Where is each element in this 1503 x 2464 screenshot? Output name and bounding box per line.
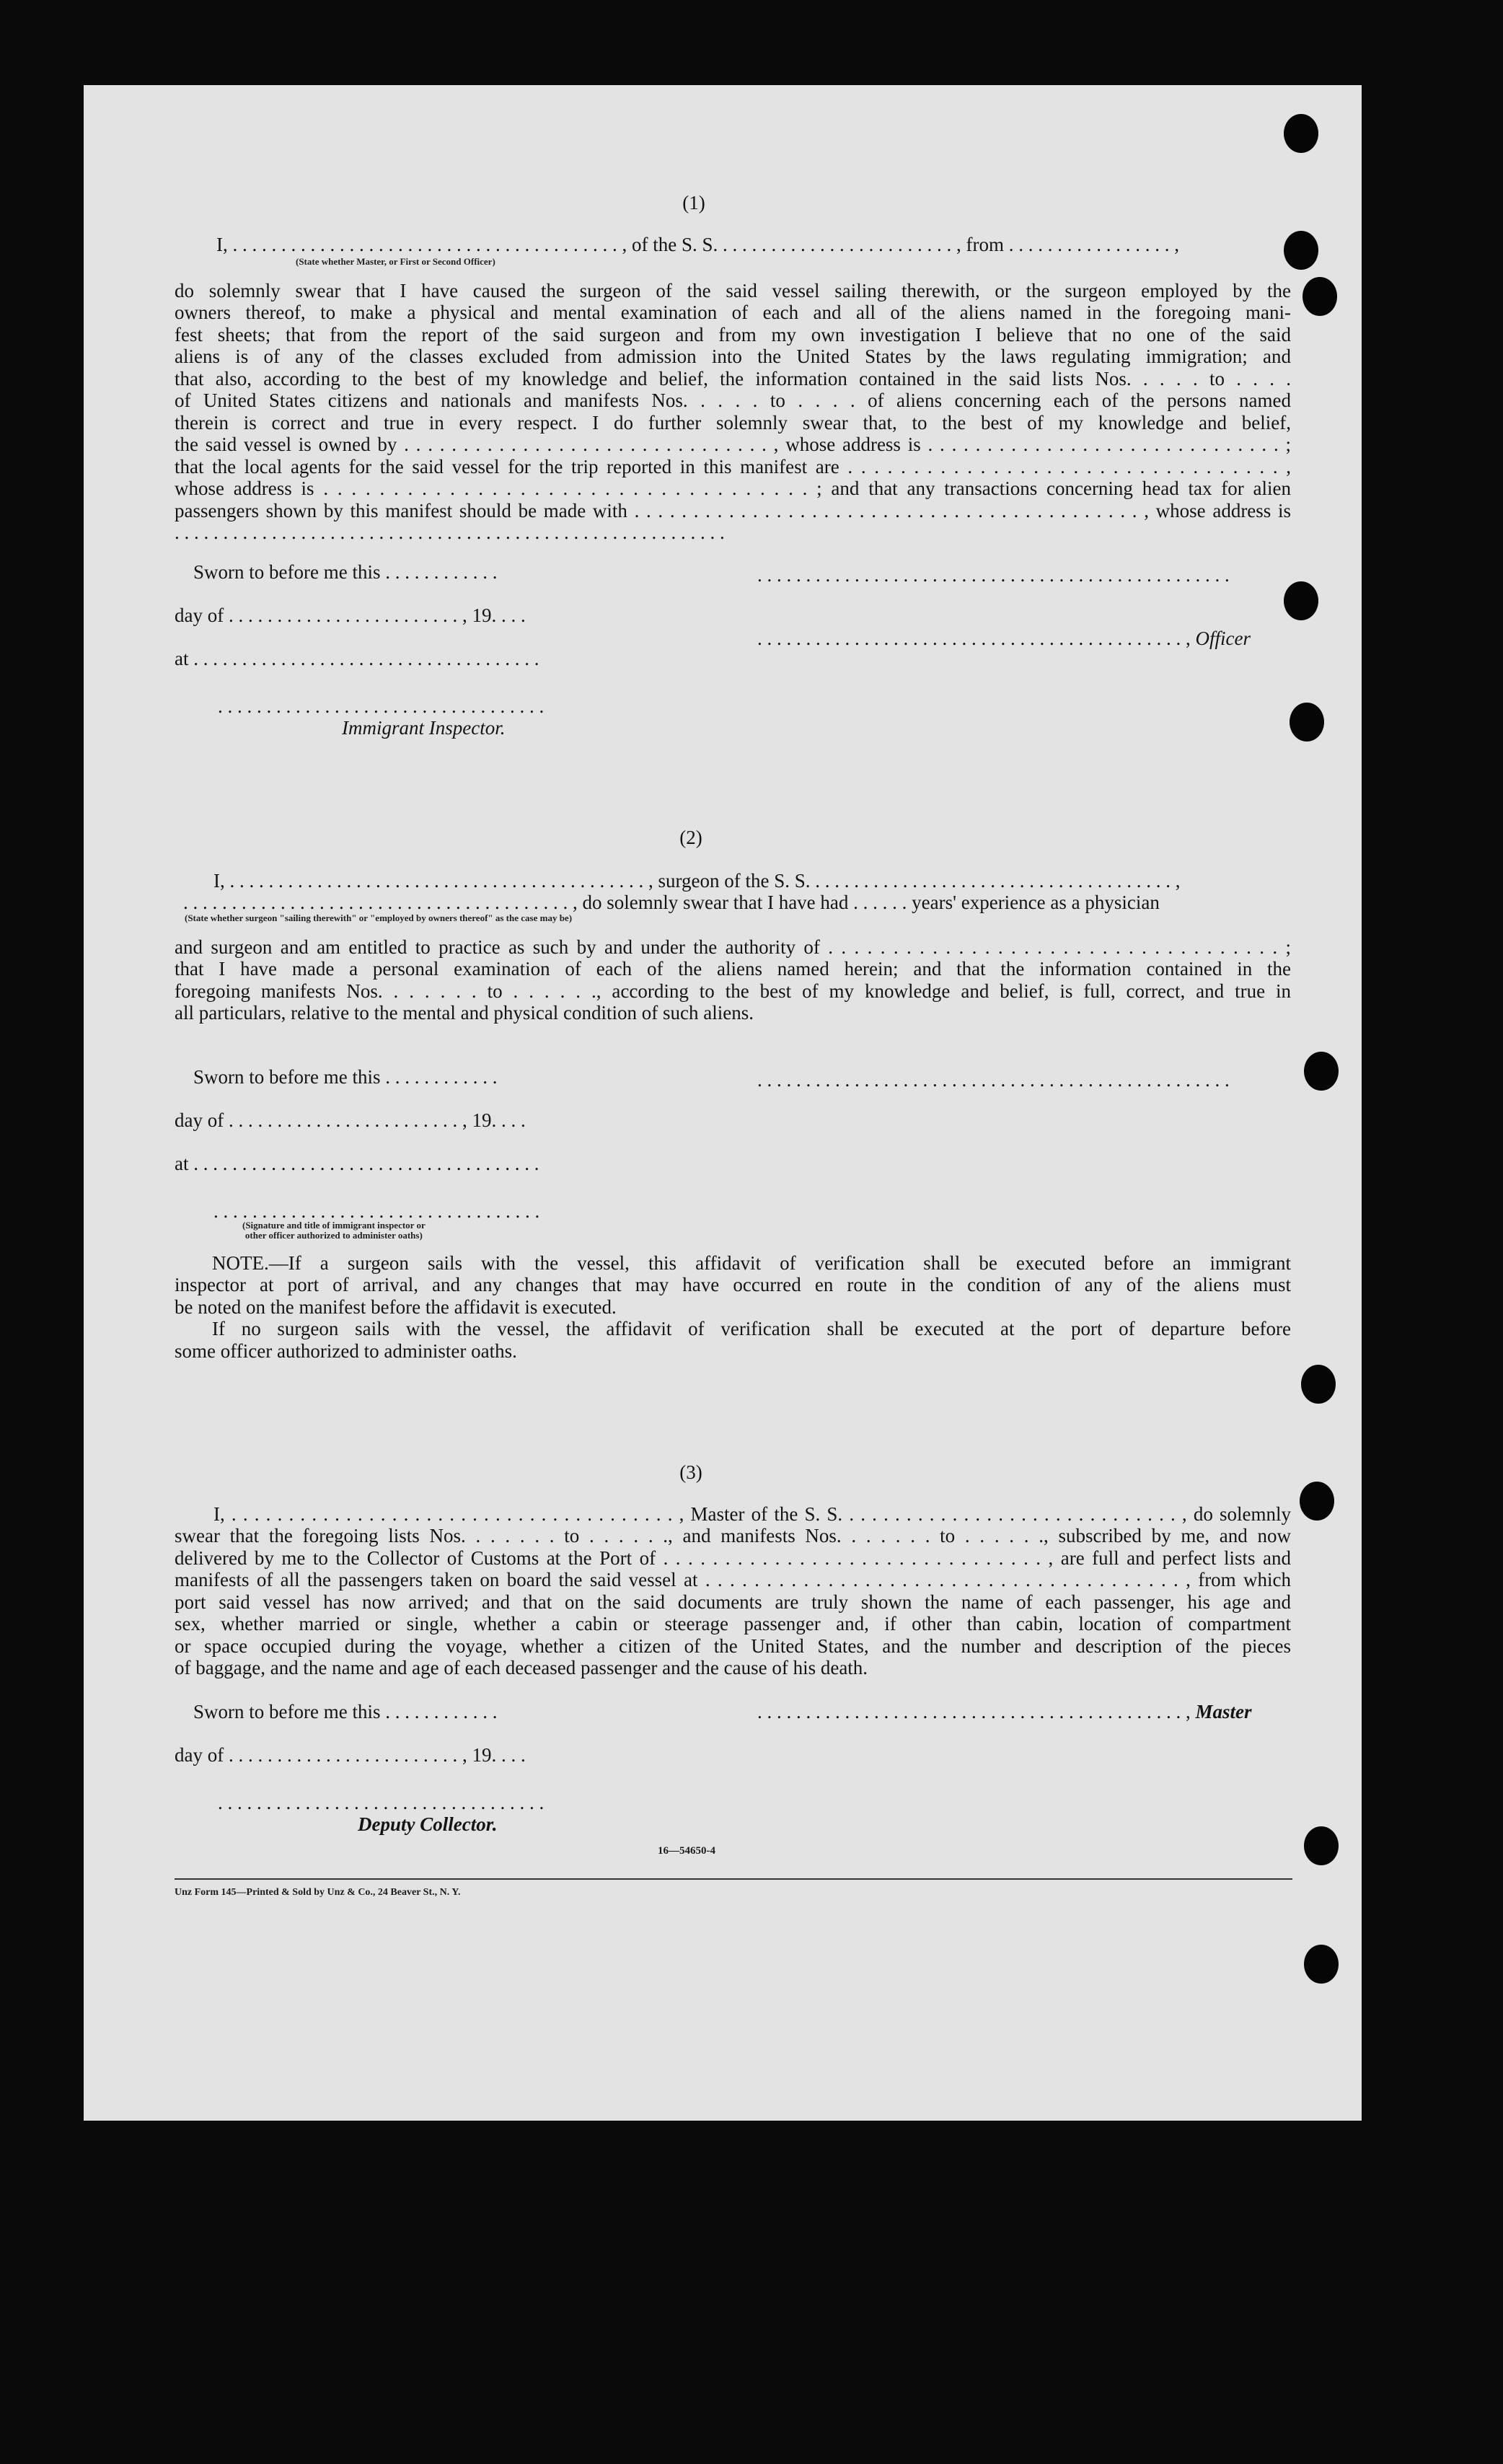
s3-collector-title: Deputy Collector. (358, 1813, 498, 1835)
s1-body-line: that the local agents for the said vessel for the trip reported in this manifest are . . . . . . . . . . . . . . . . . . . . . . . . . . . . . . . . . , (175, 456, 1291, 478)
punch-hole (1304, 1052, 1339, 1091)
s1-body-line: passengers shown by this manifest should be made with . . . . . . . . . . . . . . . . . . . . . . . . . . . . . . . . . . . . . . . . . . . , whose address is (175, 500, 1291, 522)
section-2-experience-line: . . . . . . . . . . . . . . . . . . . . . . . . . . . . . . . . . . . . . . . . , do solemnly swear that I have had . . . . . . years' experience as a physician (183, 892, 1160, 913)
punch-hole (1284, 581, 1318, 620)
s2-note-line: If no surgeon sails with the vessel, the affidavit of verification shall be executed at the port of departure before (212, 1318, 1291, 1339)
punch-hole (1284, 114, 1318, 153)
s1-officer-title: Officer (1195, 628, 1251, 649)
punch-hole (1290, 703, 1324, 742)
s2-signature-line: . . . . . . . . . . . . . . . . . . . . . . . . . . . . . . . . . . . . . . . . . . . . . . . . . (757, 1069, 1230, 1091)
s2-body-line: that I have made a personal examination of each of the aliens named herein; and that the information contained in the (175, 958, 1291, 980)
s1-inspector-title: Immigrant Inspector. (342, 717, 506, 739)
s1-body-line: fest sheets; that from the report of the said surgeon and from my own investigation I believe that no one of the said (175, 324, 1291, 346)
s3-body-line: sex, whether married or single, whether a cabin or steerage passenger and, if other than cabin, location of compartment (175, 1613, 1291, 1634)
s1-body-line: aliens is of any of the classes excluded from admission into the United States by the laws regulating immigration; and (175, 346, 1291, 367)
s1-body-line: do solemnly swear that I have caused the surgeon of the said vessel sailing therewith, or the surgeon employed by the (175, 280, 1291, 302)
section-1-caption: (State whether Master, or First or Second Officer) (296, 256, 495, 267)
punch-hole (1304, 1945, 1339, 1984)
form-page (84, 85, 1362, 2121)
s3-body-line: or space occupied during the voyage, whether a citizen of the United States, and the number and description of the pieces (175, 1635, 1291, 1657)
s1-body-line: of United States citizens and nationals and manifests Nos. . . . . to . . . . of aliens concerning each of the persons named (175, 390, 1291, 411)
s1-at-line: at . . . . . . . . . . . . . . . . . . . . . . . . . . . . . . . . . . . . (175, 648, 539, 669)
s2-body-line: and surgeon and am entitled to practice as such by and under the authority of . . . . . . . . . . . . . . . . . . . . . . . . . . . . . . . . . . . ; (175, 936, 1291, 958)
s1-sworn-line: Sworn to before me this . . . . . . . . . . . . (193, 561, 498, 583)
s1-officer-dots: . . . . . . . . . . . . . . . . . . . . . . . . . . . . . . . . . . . . . . . . . . . . , (757, 628, 1191, 649)
s3-master-title: Master (1195, 1701, 1252, 1722)
printer-imprint: Unz Form 145—Printed & Sold by Unz & Co., 24 Beaver St., N. Y. (175, 1887, 461, 1898)
section-1-number: (1) (682, 192, 705, 214)
s2-body-line: foregoing manifests Nos. . . . . . . to . . . . . ., according to the best of my knowledge and belief, is full, correct, and true in (175, 980, 1291, 1002)
section-3-number: (3) (679, 1461, 702, 1483)
form-number: 16—54650-4 (658, 1845, 715, 1857)
s3-day-line: day of . . . . . . . . . . . . . . . . . . . . . . . . , 19. . . . (175, 1744, 526, 1766)
s3-body-line: swear that the foregoing lists Nos. . . . . . . to . . . . . ., and manifests Nos. . . . . . . to . . . . . ., subscribed by me, and now (175, 1525, 1291, 1546)
s1-body-line: the said vessel is owned by . . . . . . . . . . . . . . . . . . . . . . . . . . . . . . . , whose address is . . . . . . . . . . . . . . . . . . . . . . . . . . . . . . ; (175, 434, 1291, 455)
punch-hole (1284, 231, 1318, 270)
s3-master-dots: . . . . . . . . . . . . . . . . . . . . . . . . . . . . . . . . . . . . . . . . . . . . , (757, 1701, 1191, 1722)
s2-note-line: be noted on the manifest before the affidavit is executed. (175, 1296, 617, 1318)
s2-note-line: inspector at port of arrival, and any changes that may have occurred en route in the condition of any of the aliens must (175, 1274, 1291, 1295)
s1-body-line: therein is correct and true in every respect. I do further solemnly swear that, to the best of my knowledge and belief, (175, 412, 1291, 434)
section-1-oath-line: I, . . . . . . . . . . . . . . . . . . . . . . . . . . . . . . . . . . . . . . . . , of the S. S. . . . . . . . . . . . . . . . . . . . . . . . . , from . . . . . . . . . . . . . . . . . , (216, 234, 1179, 255)
section-2-oath-line: I, . . . . . . . . . . . . . . . . . . . . . . . . . . . . . . . . . . . . . . . . . . . , surgeon of the S. S. . . . . . . . . . . . . . . . . . . . . . . . . . . . . . . . . . . . . . , (213, 870, 1181, 892)
section-2-number: (2) (679, 827, 702, 848)
s1-body-line: that also, according to the best of my knowledge and belief, the information contained in the said lists Nos. . . . . to . . . . (175, 368, 1291, 390)
punch-hole (1304, 1826, 1339, 1865)
section-2-caption: (State whether surgeon "sailing therewith" or "employed by owners thereof" as the case may be) (185, 912, 573, 923)
s3-body-line: delivered by me to the Collector of Customs at the Port of . . . . . . . . . . . . . . . . . . . . . . . . . . . . . . . , are full and perfect lists and (175, 1547, 1291, 1569)
s2-inspector-caption: (Signature and title of immigrant inspector or other officer authorized to administer oaths) (242, 1220, 426, 1241)
s3-body-line: manifests of all the passengers taken on board the said vessel at . . . . . . . . . . . . . . . . . . . . . . . . . . . . . . . . . . . . . . . , from which (175, 1569, 1291, 1590)
s2-sworn-line: Sworn to before me this . . . . . . . . . . . . (193, 1066, 498, 1088)
footer-rule (175, 1878, 1292, 1880)
s2-day-line: day of . . . . . . . . . . . . . . . . . . . . . . . . , 19. . . . (175, 1109, 526, 1131)
s1-inspector-line: . . . . . . . . . . . . . . . . . . . . . . . . . . . . . . . . . . (218, 695, 545, 717)
s2-note-line: some officer authorized to administer oaths. (175, 1340, 517, 1362)
s1-body-line: . . . . . . . . . . . . . . . . . . . . . . . . . . . . . . . . . . . . . . . . . . . . . . . . . . . . . . . . . (175, 522, 725, 543)
s2-inspector-line: . . . . . . . . . . . . . . . . . . . . . . . . . . . . . . . . . . (213, 1200, 540, 1222)
s1-officer-line (757, 628, 1251, 650)
s1-day-line: day of . . . . . . . . . . . . . . . . . . . . . . . . , 19. . . . (175, 604, 526, 626)
s2-note-line: NOTE.—If a surgeon sails with the vessel, this affidavit of verification shall be executed before an immigrant (212, 1252, 1291, 1274)
s3-body-line: of baggage, and the name and age of each deceased passenger and the cause of his death. (175, 1657, 868, 1678)
punch-hole (1300, 1482, 1334, 1521)
s1-body-line: whose address is . . . . . . . . . . . . . . . . . . . . . . . . . . . . . . . . . . . ; and that any transactions concerning head tax for alien (175, 478, 1291, 499)
s3-master-line (757, 1701, 1252, 1723)
s3-body-line: port said vessel has now arrived; and that on the said documents are truly shown the name of each passenger, his age and (175, 1591, 1291, 1613)
s3-body-line: I, . . . . . . . . . . . . . . . . . . . . . . . . . . . . . . . . . . . . . . . , Master of the S. S. . . . . . . . . . . . . . . . . . . . . . . . . . . . . . , do solemnly (213, 1503, 1291, 1525)
punch-hole (1301, 1365, 1336, 1404)
s1-body-line: owners thereof, to make a physical and mental examination of each and all of the aliens named in the foregoing mani- (175, 302, 1291, 323)
punch-hole (1303, 277, 1337, 316)
s1-signature-line: . . . . . . . . . . . . . . . . . . . . . . . . . . . . . . . . . . . . . . . . . . . . . . . . . (757, 564, 1230, 586)
s2-at-line: at . . . . . . . . . . . . . . . . . . . . . . . . . . . . . . . . . . . . (175, 1153, 539, 1174)
s3-collector-line: . . . . . . . . . . . . . . . . . . . . . . . . . . . . . . . . . . (218, 1792, 545, 1813)
s2-body-line: all particulars, relative to the mental and physical condition of such aliens. (175, 1002, 754, 1024)
s3-sworn-line: Sworn to before me this . . . . . . . . . . . . (193, 1701, 498, 1722)
